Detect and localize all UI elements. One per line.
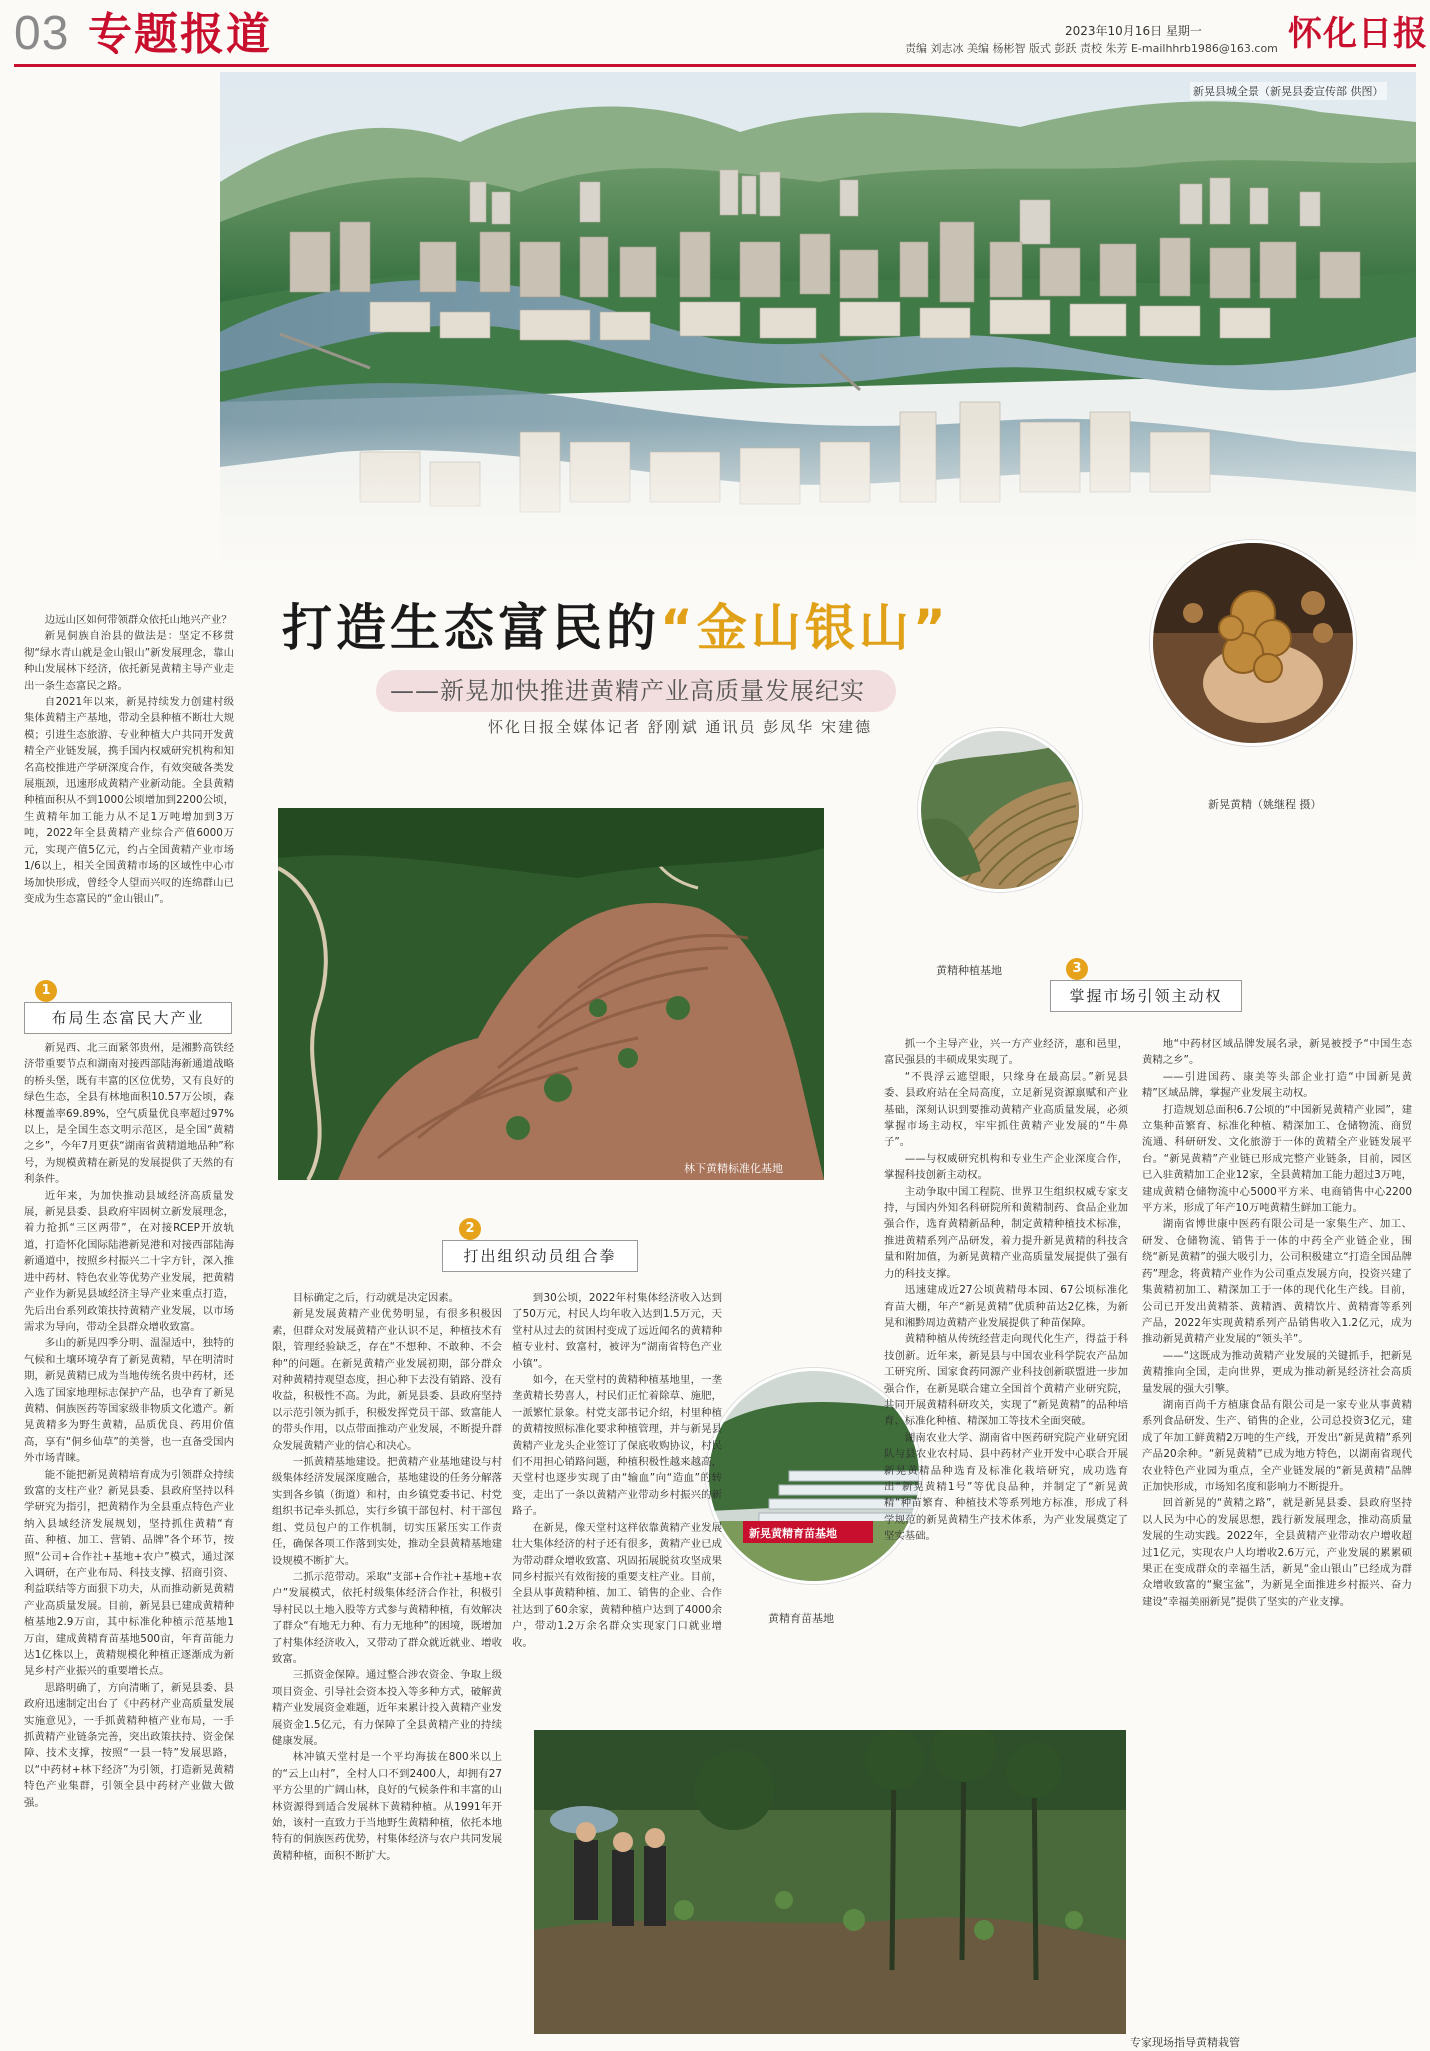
paragraph: 迅速建成近27公顷黄精母本园、67公顷标准化育苗大棚，年产“新晃黄精”优质种苗达2亿株，为新晃和湘黔周边黄精产业发展提供了种苗保障。 xyxy=(884,1284,1128,1329)
paragraph: 主动争取中国工程院、世界卫生组织权威专家支持，与国内外知名科研院所和黄精制药、食品企业加强合作，选育黄精新品种，制定黄精种植技术标准，推进黄精系列产品研发，着力提升新晃黄精的科技含量和附加值，为新晃黄精产业高质量发展提供了强有力的科技支撑。 xyxy=(884,1185,1128,1280)
headline-highlight: “金山银山” xyxy=(660,599,950,657)
editor-credits: 责编 刘志冰 美编 杨彬智 版式 彭跃 责校 朱芳 E-mailhhrb1986@163.com xyxy=(905,42,1278,55)
paragraph: 能不能把新晃黄精培育成为引领群众持续致富的支柱产业？新晃县委、县政府坚持以科学研究为指引，把黄精作为全县重点特色产业纳入县域经济发展规划，坚持抓住黄精“育苗、种植、加工、营销、品牌”各个环节，按照“公司+合作社+基地+农户”模式，通过深入调研，在产业布局、科技支撑、招商引资、利益联结等方面狠下功夫，从而推动新晃黄精产业高质量发展。目前，新晃县已建成黄精种植基地2.9万亩，其中标准化种植示范基地1万亩，建成黄精育苗基地500亩，年育苗能力达1亿株以上，黄精规模化种植正逐渐成为新晃乡村产业振兴的重要增长点。 xyxy=(24,1468,234,1678)
article-byline: 怀化日报全媒体记者 舒刚斌 通讯员 彭凤华 宋建德 xyxy=(488,718,873,736)
section-1-title: 布局生态富民大产业 xyxy=(24,1002,232,1034)
paragraph: 湖南百尚千方植康食品有限公司是一家专业从事黄精系列食品研发、生产、销售的企业，公司总投资3亿元，建成了年加工鲜黄精2万吨的生产线，开发出“新晃黄精”系列产品20余种。“新晃黄精”已成为地方特色，以湖南省现代农业特色产业园为重点，全产业链发展的“新晃黄精”品牌正加快形成，市场知名度和影响力不断提升。 xyxy=(1142,1398,1412,1493)
paragraph: 近年来，为加快推动县域经济高质量发展，新晃县委、县政府牢固树立新发展理念，着力抢抓“三区两带”，在对接RCEP开放轨道，打造怀化国际陆港新晃港和对接西部陆海新通道中，按照乡村振兴二十字方针，深入推进中药材、特色农业等优势产业发展，把黄精产业作为新晃县域经济主导产业来重点打造，先后出台系列政策扶持黄精产业发展，以市场需求为导向，带动全县群众增收致富。 xyxy=(24,1189,234,1333)
paragraph: 新晃西、北三面紧邻贵州，是湘黔高铁经济带重要节点和湖南对接西部陆海新通道战略的桥头堡，既有丰富的区位优势，又有良好的绿色生态，全县有林地面积10.57万公顷，森林覆盖率69.89%，空气质量优良率超过97%以上，是全国生态文明示范区，是全国“黄精之乡”，今年7月更获“湖南省黄精道地品种”称号，为规模黄精在新晃的发展提供了天然的有利条件。 xyxy=(24,1042,234,1186)
hero-caption: 新晃县城全景（新晃县委宣传部 供图） xyxy=(1190,82,1387,100)
product-photo-caption: 新晃黄精（姚继程 摄） xyxy=(1208,798,1322,811)
paragraph: 回首新晃的“黄精之路”，就是新晃县委、县政府坚持以人民为中心的发展思想，践行新发展理念，推动高质量发展的生动实践。2022年，全县黄精产业带动农户增收超过1亿元，实现农户人均增收2.6万元，产业发展的累累硕果正在变成群众的幸福生活，新晃“金山银山”已经成为群众增收致富的“聚宝盆”，为新晃全面推进乡村振兴、奋力建设“幸福美丽新晃”提供了坚实的产业支撑。 xyxy=(1142,1497,1412,1608)
column-section1 xyxy=(24,1040,234,2040)
paragraph: 新晃发展黄精产业优势明显，有很多积极因素，但群众对发展黄精产业认识不足，种植技术有限，管理经验缺乏，存在“不想种、不敢种、不会种”的问题。在新晃黄精产业发展初期，部分群众对种黄精持观望态度，担心种下去没有销路、没有收益，积极性不高。为此，新晃县委、县政府坚持以示范引领为抓手，积极发挥党员干部、致富能人的带头作用，以点带面推动产业发展，不断提升群众发展黄精产业的信心和决心。 xyxy=(272,1308,502,1452)
paragraph: “不畏浮云遮望眼，只缘身在最高层。”新晃县委、县政府站在全局高度，立足新晃资源禀赋和产业基础，深刻认识到要推动黄精产业高质量发展，必须掌握市场主动权，牢牢抓住黄精产业发展的“牛鼻子”。 xyxy=(884,1070,1128,1149)
aerial-photo-caption: 林下黄精标准化基地 xyxy=(684,1162,783,1175)
paragraph: 三抓资金保障。通过整合涉农资金、争取上级项目资金、引导社会资本投入等多种方式，破解黄精产业发展资金难题，近年来累计投入黄精产业发展资金1.5亿元，有力保障了全县黄精产业的持续健康发展。 xyxy=(272,1669,502,1747)
paragraph: 如今，在天堂村的黄精种植基地里，一垄垄黄精长势喜人，村民们正忙着除草、施肥，一派繁忙景象。村党支部书记介绍，村里种植的黄精按照标准化要求种植管理，并与新晃县黄精产业龙头企业签订了保底收购协议，村民们不用担心销路问题，种植积极性越来越高，天堂村也逐步实现了由“输血”向“造血”的转变，走出了一条以黄精产业带动乡村振兴的新路子。 xyxy=(512,1374,722,1518)
paragraph: 林冲镇天堂村是一个平均海拔在800米以上的“云上山村”，全村人口不到2400人，却拥有27平方公里的广阔山林，良好的气候条件和丰富的山林资源得到适合发展林下黄精种植。从1991年开始，该村一直致力于当地野生黄精种植，依托本地特有的侗族医药优势，村集体经济与农户共同发展黄精种植，面积不断扩大。 xyxy=(272,1751,502,1862)
column-section3-a xyxy=(884,1036,1128,1696)
article-subheadline: ——新晃加快推进黄精产业高质量发展纪实 xyxy=(390,677,865,705)
paragraph: 一抓黄精基地建设。把黄精产业基地建设与村级集体经济发展深度融合，基地建设的任务分解落实到各乡镇（街道）和村，由乡镇党委书记、村党组织书记牵头抓总，实行乡镇干部包村、村干部包组、党员包户的工作机制，切实压紧压实工作责任，确保各项工作落到实处，推动全县黄精基地建设规模不断扩大。 xyxy=(272,1456,502,1567)
newspaper-logo: 怀化日报 xyxy=(1288,14,1428,54)
paragraph: 多山的新晃四季分明、温湿适中，独特的气候和土壤环境孕育了新晃黄精，早在明清时期，新晃黄精已成为当地传统名贵中药材，还入选了国家地理标志保护产品，也孕育了新晃黄精、侗族医药等国家级非物质文化遗产。新晃黄精多为野生黄精，品质优良、药用价值高，享有“侗乡仙草”的美誉，也一直备受国内外市场青睐。 xyxy=(24,1337,234,1465)
paragraph: 黄精种植从传统经营走向现代化生产，得益于科技创新。近年来，新晃县与中国农业科学院农产品加工研究所、国家食药同源产业科技创新联盟进一步加强合作，在新晃联合建立全国首个黄精产业研究院，共同开展黄精科研攻关，实现了“新晃黄精”的品种培育、标准化种植、精深加工等技术全面突破。 xyxy=(884,1333,1128,1428)
nursery-photo-caption: 黄精育苗基地 xyxy=(768,1612,834,1625)
paragraph: 思路明确了，方向清晰了，新晃县委、县政府迅速制定出台了《中药材产业高质量发展实施意见》，一手抓黄精种植产业布局，一手抓黄精产业链条完善，突出政策扶持、资金保障、技术支撑，按照“一县一特”发展思路，以“中药材+林下经济”为引领，打造新晃黄精特色产业集群，引领全县中药材产业做大做强。 xyxy=(24,1681,234,1809)
section-2-badge: 2 xyxy=(459,1218,481,1240)
field-photo-caption-text: 专家现场指导黄精栽管 xyxy=(1130,2036,1240,2049)
paragraph: 新晃侗族自治县的做法是：坚定不移贯彻“绿水青山就是金山银山”新发展理念，靠山种山发展林下经济，依托新晃黄精主导产业走出一条生态富民之路。 xyxy=(24,630,234,692)
column-section3-b xyxy=(1142,1036,1412,2036)
paragraph: 湖南农业大学、湖南省中医药研究院产业研究团队与县农业农村局、县中药材产业开发中心联合开展新晃黄精品种选育及标准化栽培研究，成功选育出“新晃黄精1号”等优良品种，并制定了“新晃黄精”种苗繁育、种植技术等系列地方标准，形成了科学规范的新晃黄精生产技术体系，为产业发展奠定了坚实基础。 xyxy=(884,1431,1128,1543)
section-3-title: 掌握市场引领主动权 xyxy=(1050,980,1242,1012)
paragraph: 湖南省博世康中医药有限公司是一家集生产、加工、研发、仓储物流、销售于一体的中药全产业链企业，围绕“新晃黄精”的强大吸引力，公司积极建立“打造全国品牌药”理念，将黄精产业作为公司重点发展方向，投资兴建了集黄精初加工、精深加工于一体的现代化生产线。目前，公司已开发出黄精茶、黄精酒、黄精饮片、黄精膏等系列产品，2022年实现黄精系列产品销售收入1.2亿元，成为推动新晃黄精产业发展的“领头羊”。 xyxy=(1142,1218,1412,1346)
forest-base-aerial-photo xyxy=(278,808,824,1180)
article-headline xyxy=(282,598,950,658)
section-2-title: 打出组织动员组合拳 xyxy=(442,1240,638,1272)
paragraph: 目标确定之后，行动就是决定因素。 xyxy=(292,1292,460,1304)
paragraph: 在新晃，像天堂村这样依靠黄精产业发展壮大集体经济的村子还有很多，黄精产业已成为带动群众增收致富、巩固拓展脱贫攻坚成果同乡村振兴有效衔接的重要支柱产业。目前，全县从事黄精种植、加工、销售的企业、合作社达到了60余家，黄精种植户达到了4000余户，带动1.2万余名群众实现家门口就业增收。 xyxy=(512,1521,722,1649)
paragraph: 抓一个主导产业，兴一方产业经济，惠和邑里，富民强县的丰硕成果实现了。 xyxy=(884,1038,1128,1067)
paragraph: 二抓示范带动。采取“支部+合作社+基地+农户”发展模式，依托村级集体经济合作社，积极引导村民以土地入股等方式参与黄精种植，有效解决了群众“有地无力种、有力无地种”的困境，既增加了村集体经济收入，又带动了群众就近就业、增收致富。 xyxy=(272,1570,502,1665)
county-panorama-photo xyxy=(220,72,1416,572)
paragraph: ——与权威研究机构和专业生产企业深度合作，掌握科技创新主动权。 xyxy=(884,1152,1128,1182)
header-rule xyxy=(14,64,1416,67)
paragraph: 边远山区如何带领群众依托山地兴产业？ xyxy=(44,614,232,626)
headline-prefix: 打造生态富民的 xyxy=(282,599,660,657)
expert-field-photo xyxy=(534,1730,1126,2034)
paragraph: 打造规划总面积6.7公顷的“中国新晃黄精产业园”，建立集种苗繁育、标准化种植、精深加工、仓储物流、商贸流通、科研研发、文化旅游于一体的黄精全产业链发展平台。“新晃黄精”产业链已形成完整产业链条，目前，园区已入驻黄精加工企业12家，全县黄精加工能力超过3万吨，建成黄精仓储物流中心5000平方米、电商销售中心2200平方米，形成了年产10万吨黄精生鲜加工能力。 xyxy=(1142,1103,1412,1215)
section-title: 专题报道 xyxy=(88,9,272,60)
section-3-badge: 3 xyxy=(1066,958,1088,980)
planting-terrace-photo xyxy=(918,728,1082,892)
terrace-photo-caption: 黄精种植基地 xyxy=(936,964,1002,977)
paragraph: ——引进国药、康美等头部企业打造“中国新晃黄精”区域品牌，掌握产业发展主动权。 xyxy=(1142,1070,1412,1100)
huangjing-product-photo xyxy=(1150,540,1356,746)
paragraph: 地“中药材区域品牌发展名录，新晃被授予“中国生态黄精之乡”。 xyxy=(1142,1038,1412,1067)
paragraph: 到30公顷，2022年村集体经济收入达到了50万元，村民人均年收入达到1.5万元，天堂村从过去的贫困村变成了远近闻名的黄精种植专业村、致富村，被评为“湖南省特色产业小镇”。 xyxy=(512,1292,722,1370)
publication-date: 2023年10月16日 星期一 xyxy=(1065,24,1202,38)
paragraph: ——“这既成为推动黄精产业发展的关键抓手，把新晃黄精推向全国，走向世界，更成为推动新晃经济社会高质量发展的强大引擎。 xyxy=(1142,1349,1412,1395)
column-section2-a xyxy=(272,1290,502,2035)
nursery-sign: 新晃黄精育苗基地 xyxy=(749,1527,837,1540)
page-number: 03 xyxy=(14,7,70,60)
section-1-badge: 1 xyxy=(35,980,57,1002)
column-section2-b xyxy=(512,1290,722,1726)
column-intro xyxy=(24,612,234,972)
paragraph: 自2021年以来，新晃持续发力创建村级集体黄精主产基地，带动全县种植不断壮大规模；引进生态旅游、专业种植大户共同开发黄精全产业链发展，携手国内权威研究机构和知名高校推进产学研深度合作，有效突破各类发展瓶颈，迅速形成黄精产业新动能。全县黄精种植面积从不到1000公顷增加到2200公顷，生黄精年加工能力从不足1万吨增加到3万吨，2022年全县黄精产业综合产值6000万元，实现产值5亿元，约占全国黄精产业市场1/6以上，相关全国黄精市场的区域性中心市场加快形成，曾经令人望而兴叹的连绵群山已变成为生态富民的“金山银山”。 xyxy=(24,696,234,905)
